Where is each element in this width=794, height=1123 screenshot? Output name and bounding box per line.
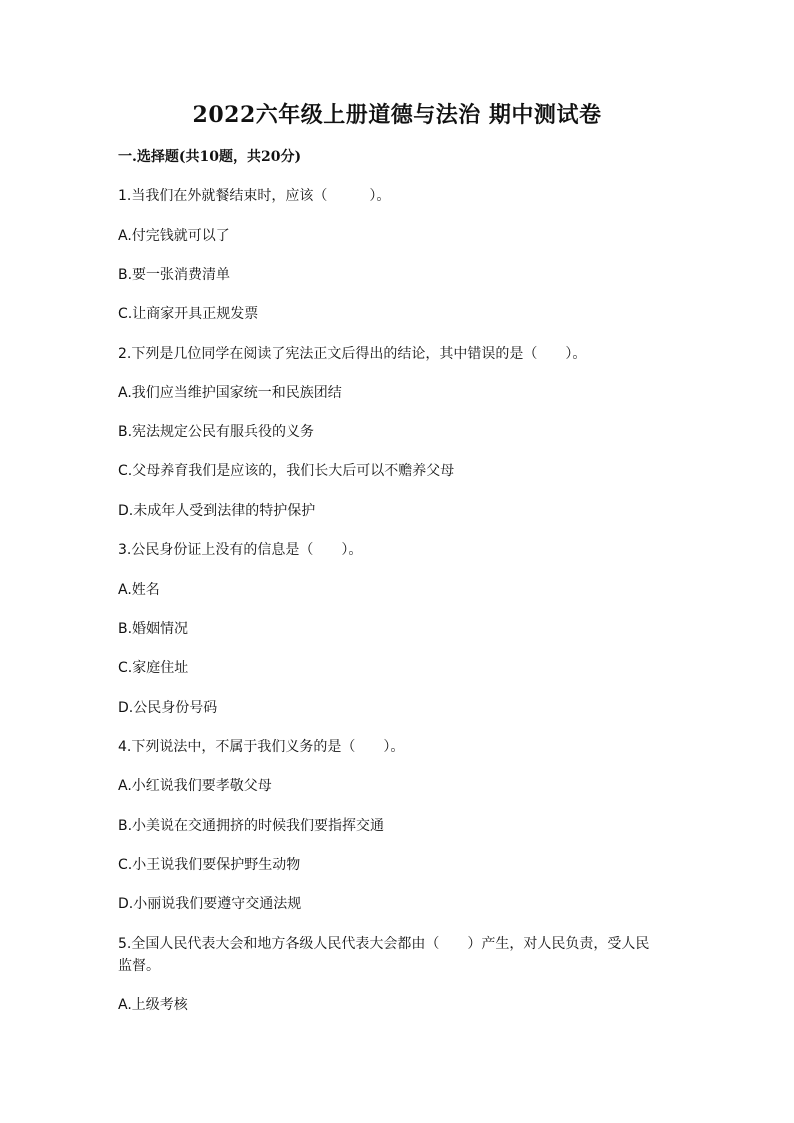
option-a: A.小红说我们要孝敬父母 <box>118 778 272 794</box>
question-stem: 3.公民身份证上没有的信息是（ ）。 <box>118 542 363 558</box>
page-title: 2022六年级上册道德与法治 期中测试卷 <box>192 102 602 128</box>
option-b: B.宪法规定公民有服兵役的义务 <box>118 424 315 440</box>
option-a: A.付完钱就可以了 <box>118 228 230 244</box>
option-a: A.我们应当维护国家统一和民族团结 <box>118 385 342 401</box>
question-stem: 4.下列说法中，不属于我们义务的是（ ）。 <box>118 739 405 755</box>
option-c: C.小王说我们要保护野生动物 <box>118 857 301 873</box>
question-stem: 1.当我们在外就餐结束时，应该（ ）。 <box>118 188 391 204</box>
question-stem: 2.下列是几位同学在阅读了宪法正文后得出的结论，其中错误的是（ ）。 <box>118 346 587 362</box>
option-c: C.父母养育我们是应该的，我们长大后可以不赡养父母 <box>118 463 455 479</box>
option-d: D.公民身份号码 <box>118 700 218 716</box>
option-d: D.小丽说我们要遵守交通法规 <box>118 896 302 912</box>
option-b: B.婚姻情况 <box>118 621 189 637</box>
option-c: C.让商家开具正规发票 <box>118 306 259 322</box>
option-d: D.未成年人受到法律的特护保护 <box>118 503 316 519</box>
option-b: B.要一张消费清单 <box>118 267 231 283</box>
option-a: A.姓名 <box>118 582 160 598</box>
section-heading: 一.选择题(共10题，共20分) <box>118 149 302 165</box>
question-stem: 5.全国人民代表大会和地方各级人民代表大会都由（ ）产生，对人民负责，受人民监督。 <box>118 936 650 974</box>
option-b: B.小美说在交通拥挤的时候我们要指挥交通 <box>118 818 385 834</box>
option-a: A.上级考核 <box>118 997 188 1013</box>
option-c: C.家庭住址 <box>118 660 189 676</box>
